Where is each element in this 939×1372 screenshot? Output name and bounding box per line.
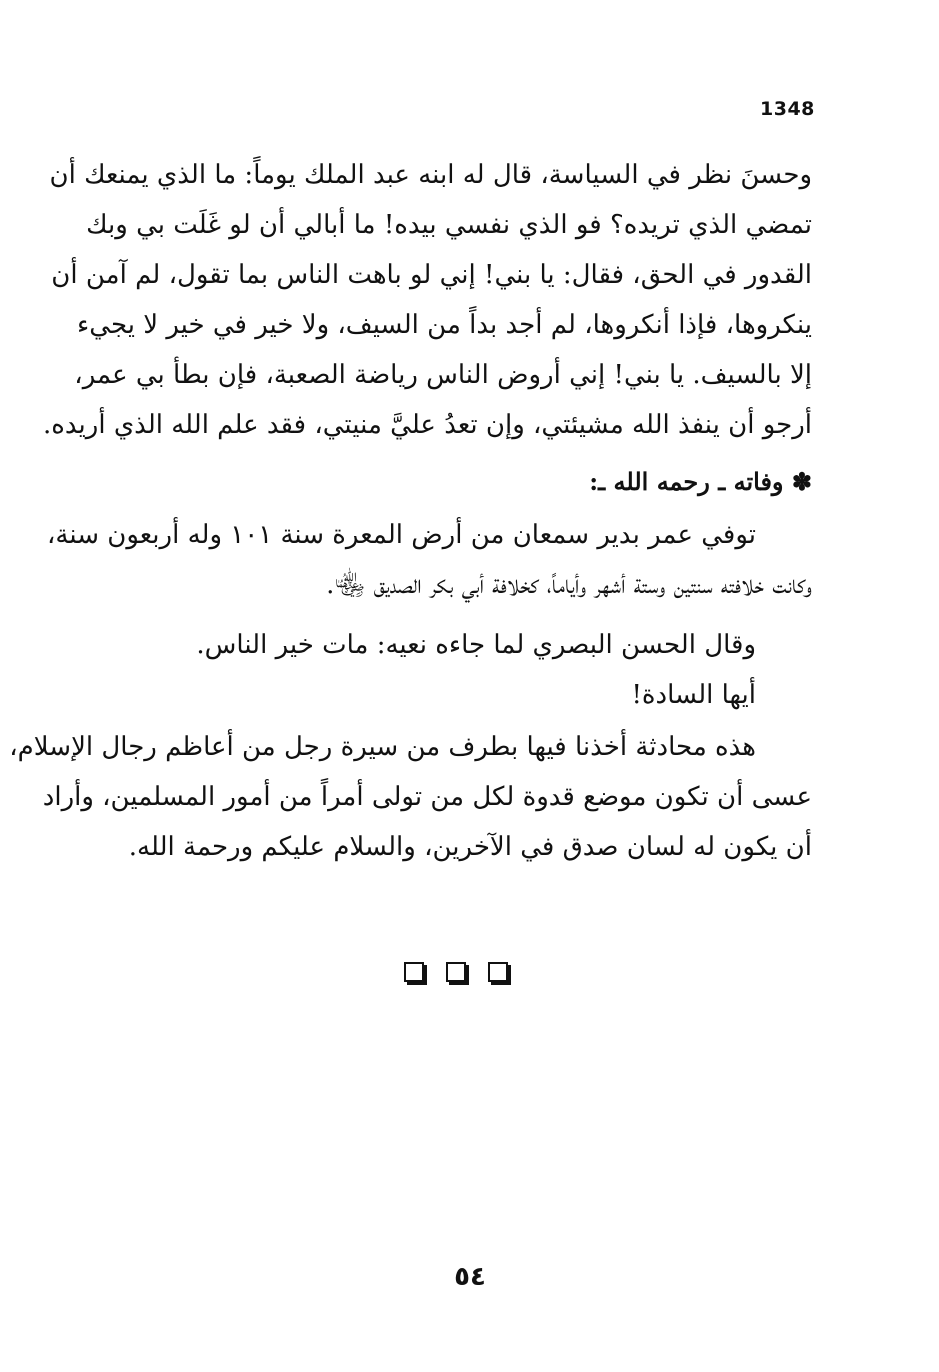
square-ornament-icon [404,962,424,982]
paragraph-4: أيها السادة! [631,680,756,710]
paragraph-5 [9,722,812,872]
paragraph-3: وقال الحسن البصري لما جاءه نعيه: مات خير الناس. [196,630,756,660]
text-line: إلا بالسيف. يا بني! إني أروض الناس رياضة الصعبة، فإن بطأ بي عمر، [74,360,812,390]
page-id: 1348 [760,98,815,120]
section-end-ornament [404,962,508,986]
paragraph-1 [43,150,812,450]
text-line: ينكروها، فإذا أنكروها، لم أجد بداً من السيف، ولا خير في خير لا يجيء [77,310,812,340]
text-line: تمضي الذي تريده؟ فو الذي نفسي بيده! ما أبالي أن لو غَلَت بي وبك [86,210,812,240]
text-line: أن يكون له لسان صدق في الآخرين، والسلام عليكم ورحمة الله. [128,832,812,862]
section-heading: ✽ وفاته ـ رحمه الله ـ: [589,467,812,496]
text-line: وحسنَ نظر في السياسة، قال له ابنه عبد الملك يوماً: ما الذي يمنعك أن [49,160,812,190]
text-line: عسى أن تكون موضع قدوة لكل من تولى أمراً من أمور المسلمين، وأراد [42,782,812,812]
square-ornament-icon [446,962,466,982]
text-line: القدور في الحق، فقال: يا بني! إني لو باهت الناس بما تقول، لم آمن أن [51,260,812,290]
text-line: وكانت خلافته سنتين وستة أشهر وأياماً، كخلافة أبي بكر الصديق ﵄. [326,570,812,600]
text-line: أرجو أن ينفذ الله مشيئتي، وإن تعدُ عليَّ منيتي، فقد علم الله الذي أريده. [43,410,812,440]
paragraph-2 [47,510,812,610]
text-line: هذه محادثة أخذنا فيها بطرف من سيرة رجل من أعاظم رجال الإسلام، [9,732,756,762]
page-number: ٥٤ [454,1262,486,1292]
square-ornament-icon [488,962,508,982]
text-line: توفي عمر بدير سمعان من أرض المعرة سنة ١٠١ وله أربعون سنة، [47,520,756,550]
